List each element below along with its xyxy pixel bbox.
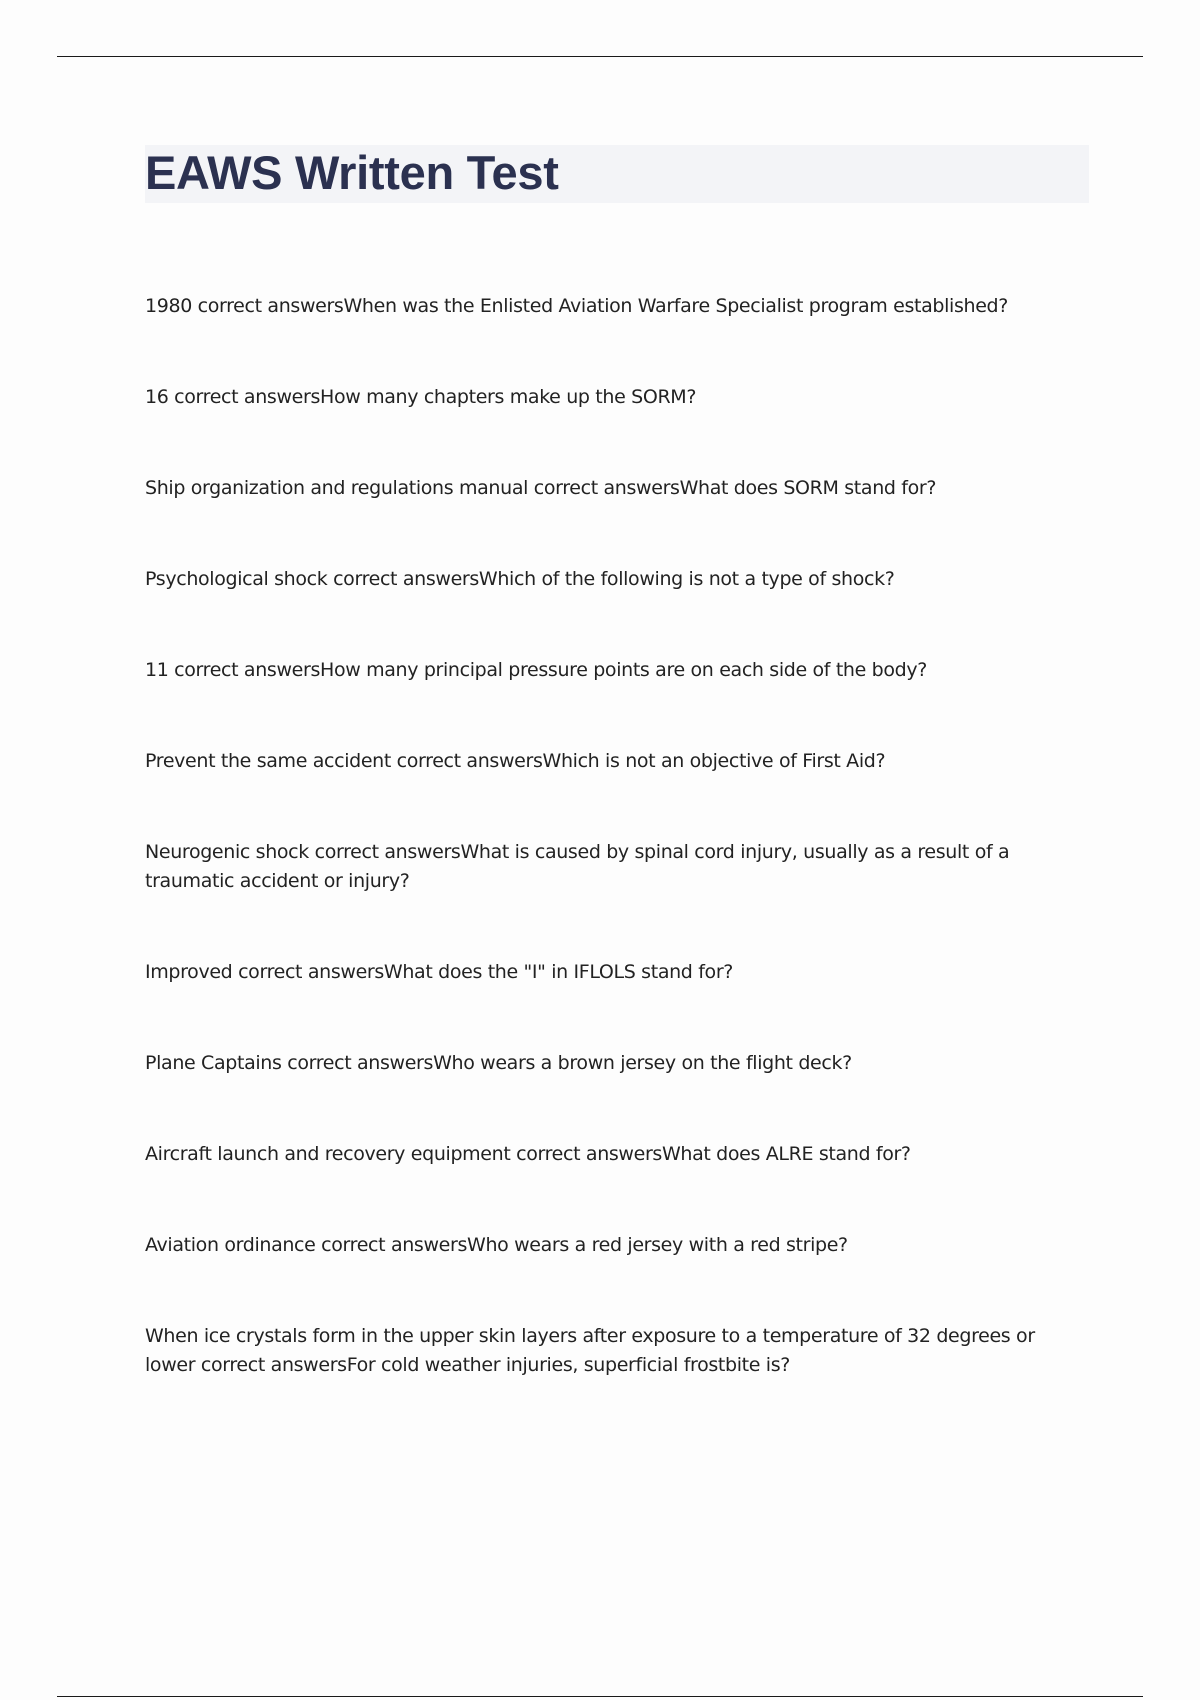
qa-item: 1980 correct answersWhen was the Enlisted Aviation Warfare Specialist program established? [145, 295, 1008, 317]
qa-item: Aircraft launch and recovery equipment correct answersWhat does ALRE stand for? [145, 1143, 911, 1165]
footer-rule [57, 1696, 1143, 1697]
qa-item: Aviation ordinance correct answersWho wears a red jersey with a red stripe? [145, 1234, 848, 1256]
qa-list [145, 292, 1085, 1442]
qa-item: 16 correct answersHow many chapters make up the SORM? [145, 386, 697, 408]
qa-item: Prevent the same accident correct answersWhich is not an objective of First Aid? [145, 750, 886, 772]
qa-item: Neurogenic shock correct answersWhat is caused by spinal cord injury, usually as a result of a traumatic accident or injury? [145, 841, 1010, 892]
qa-item: Improved correct answersWhat does the "I" in IFLOLS stand for? [145, 961, 734, 983]
qa-item: When ice crystals form in the upper skin layers after exposure to a temperature of 32 degrees or lower correct answersFor cold weather injuries, superficial frostbite is? [145, 1325, 1035, 1376]
qa-item: 11 correct answersHow many principal pressure points are on each side of the body? [145, 659, 927, 681]
header-rule [57, 56, 1143, 57]
page-title: EAWS Written Test [145, 146, 559, 199]
qa-item: Plane Captains correct answersWho wears a brown jersey on the flight deck? [145, 1052, 852, 1074]
qa-item: Psychological shock correct answersWhich of the following is not a type of shock? [145, 568, 895, 590]
qa-item: Ship organization and regulations manual correct answersWhat does SORM stand for? [145, 477, 937, 499]
